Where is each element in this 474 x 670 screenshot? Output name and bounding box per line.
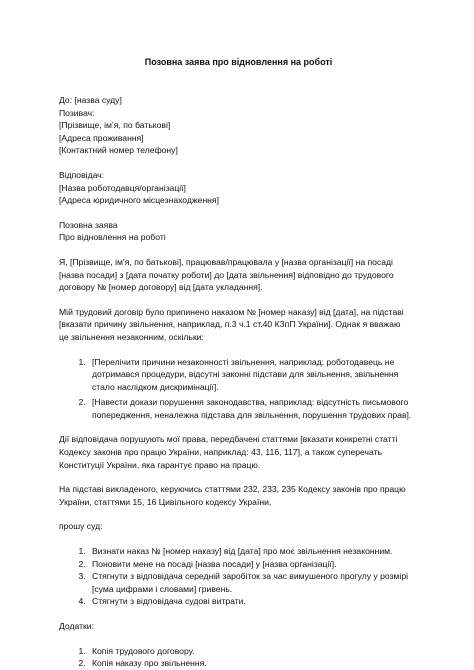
attachments-label: Додатки: [59, 621, 94, 631]
document-title: Позовна заява про відновлення на роботі [144, 57, 333, 67]
paragraph-employment [59, 256, 418, 294]
list-item [88, 645, 418, 658]
list-item [88, 657, 418, 670]
paragraph-line: На підставі викладеного, керуючись статтями 232, 233, 235 Кодексу законів про працю [59, 484, 406, 495]
paragraph-line: Мій трудовий договір було припинено наказом № [номер наказу] від [дата], на підставі [59, 306, 404, 317]
list-item-line: попередження, неналежна підстава для звільнення, порушення трудових прав]. [92, 409, 412, 420]
list-item-line: 4. Стягнути з відповідача судові витрати. [92, 596, 246, 607]
list-item [88, 570, 418, 595]
list-item [88, 558, 418, 571]
paragraph-line: Я, [Прізвище, ім’я, по батькові], працював/працювала у [назва організації] на посаді [59, 256, 393, 267]
claim-label: Позовна заява [59, 219, 118, 230]
attachments-heading [59, 620, 418, 633]
paragraph-dismissal [59, 306, 418, 344]
list-item [88, 396, 418, 421]
list-item-line: 3. Стягнути з відповідача середній заробіток за час вимушеного прогулу у розмірі [92, 571, 409, 582]
paragraph-line: це звільнення незаконним, оскільки: [59, 331, 204, 342]
court-block [59, 94, 418, 157]
paragraph-legal-basis [59, 483, 418, 508]
attachments-list [59, 645, 418, 670]
paragraph-line: Дії відповідача порушують мої права, передбачені статтями [вказати конкретні статті [59, 434, 398, 445]
claim-subject: Про відновлення на роботі [59, 232, 166, 243]
list-item-line: 2. [Навести докази порушення законодавства, наприклад: відсутність письмового [92, 397, 409, 408]
reasons-list [59, 356, 418, 422]
paragraph-line: Кодексу законів про працю України, наприклад: 43, 116, 117], а також суперечать [59, 447, 382, 458]
list-item-line: 2. Копія наказу про звільнення. [92, 658, 207, 669]
request-heading [59, 520, 418, 533]
list-item-line: 1. [Перелічити причини незаконності звільнення, наприклад: роботодавець не [92, 356, 395, 367]
request-heading-text: прошу суд: [59, 521, 103, 532]
defendant-name: [Назва роботодавця/організації] [59, 182, 186, 193]
plaintiff-label: Позивач: [59, 107, 95, 118]
claim-block [59, 219, 418, 244]
paragraph-line: [назва посади] з [дата початку роботи] до [дата звільнення] відповідно до трудового [59, 269, 394, 280]
paragraph-line: Конституції України, яка гарантує право на працю. [59, 459, 261, 470]
defendant-label: Відповідач: [59, 169, 105, 180]
requests-list [59, 545, 418, 608]
defendant-address: [Адреса юридичного місцезнаходження] [59, 195, 219, 206]
list-item-line: 2. Поновити мене на посаді [назва посади] у [назва організації]. [92, 558, 337, 569]
list-item-line: стало наслідком дискримінації]. [92, 381, 219, 392]
list-item [88, 595, 418, 608]
paragraph-violations [59, 433, 418, 471]
list-item [88, 545, 418, 558]
list-item-line: 1. Копія трудового договору. [92, 645, 195, 656]
plaintiff-phone: [Контактний номер телефону] [59, 145, 178, 156]
paragraph-line: [вказати причину звільнення, наприклад, п.3 ч.1 ст.40 КЗпП України]. Однак я вважаю [59, 319, 401, 330]
plaintiff-address: [Адреса проживання] [59, 132, 144, 143]
plaintiff-name: [Прізвище, ім’я, по батькові] [59, 120, 171, 131]
paragraph-line: договору № [номер договору] від [дата укладання]. [59, 282, 263, 293]
court-line: До: [назва суду] [59, 95, 122, 105]
list-item-line: 1. Визнати наказ № [номер наказу] від [дата] про моє звільнення незаконним. [92, 546, 393, 557]
list-item [88, 356, 418, 394]
list-item-line: [сума цифрами і словами] гривень. [92, 583, 233, 594]
defendant-block [59, 169, 418, 207]
list-item-line: дотримався процедури, відсутні законні підстави для звільнення, звільнення [92, 369, 399, 380]
paragraph-line: України, статтями 15, 16 Цивільного кодексу України, [59, 496, 272, 507]
